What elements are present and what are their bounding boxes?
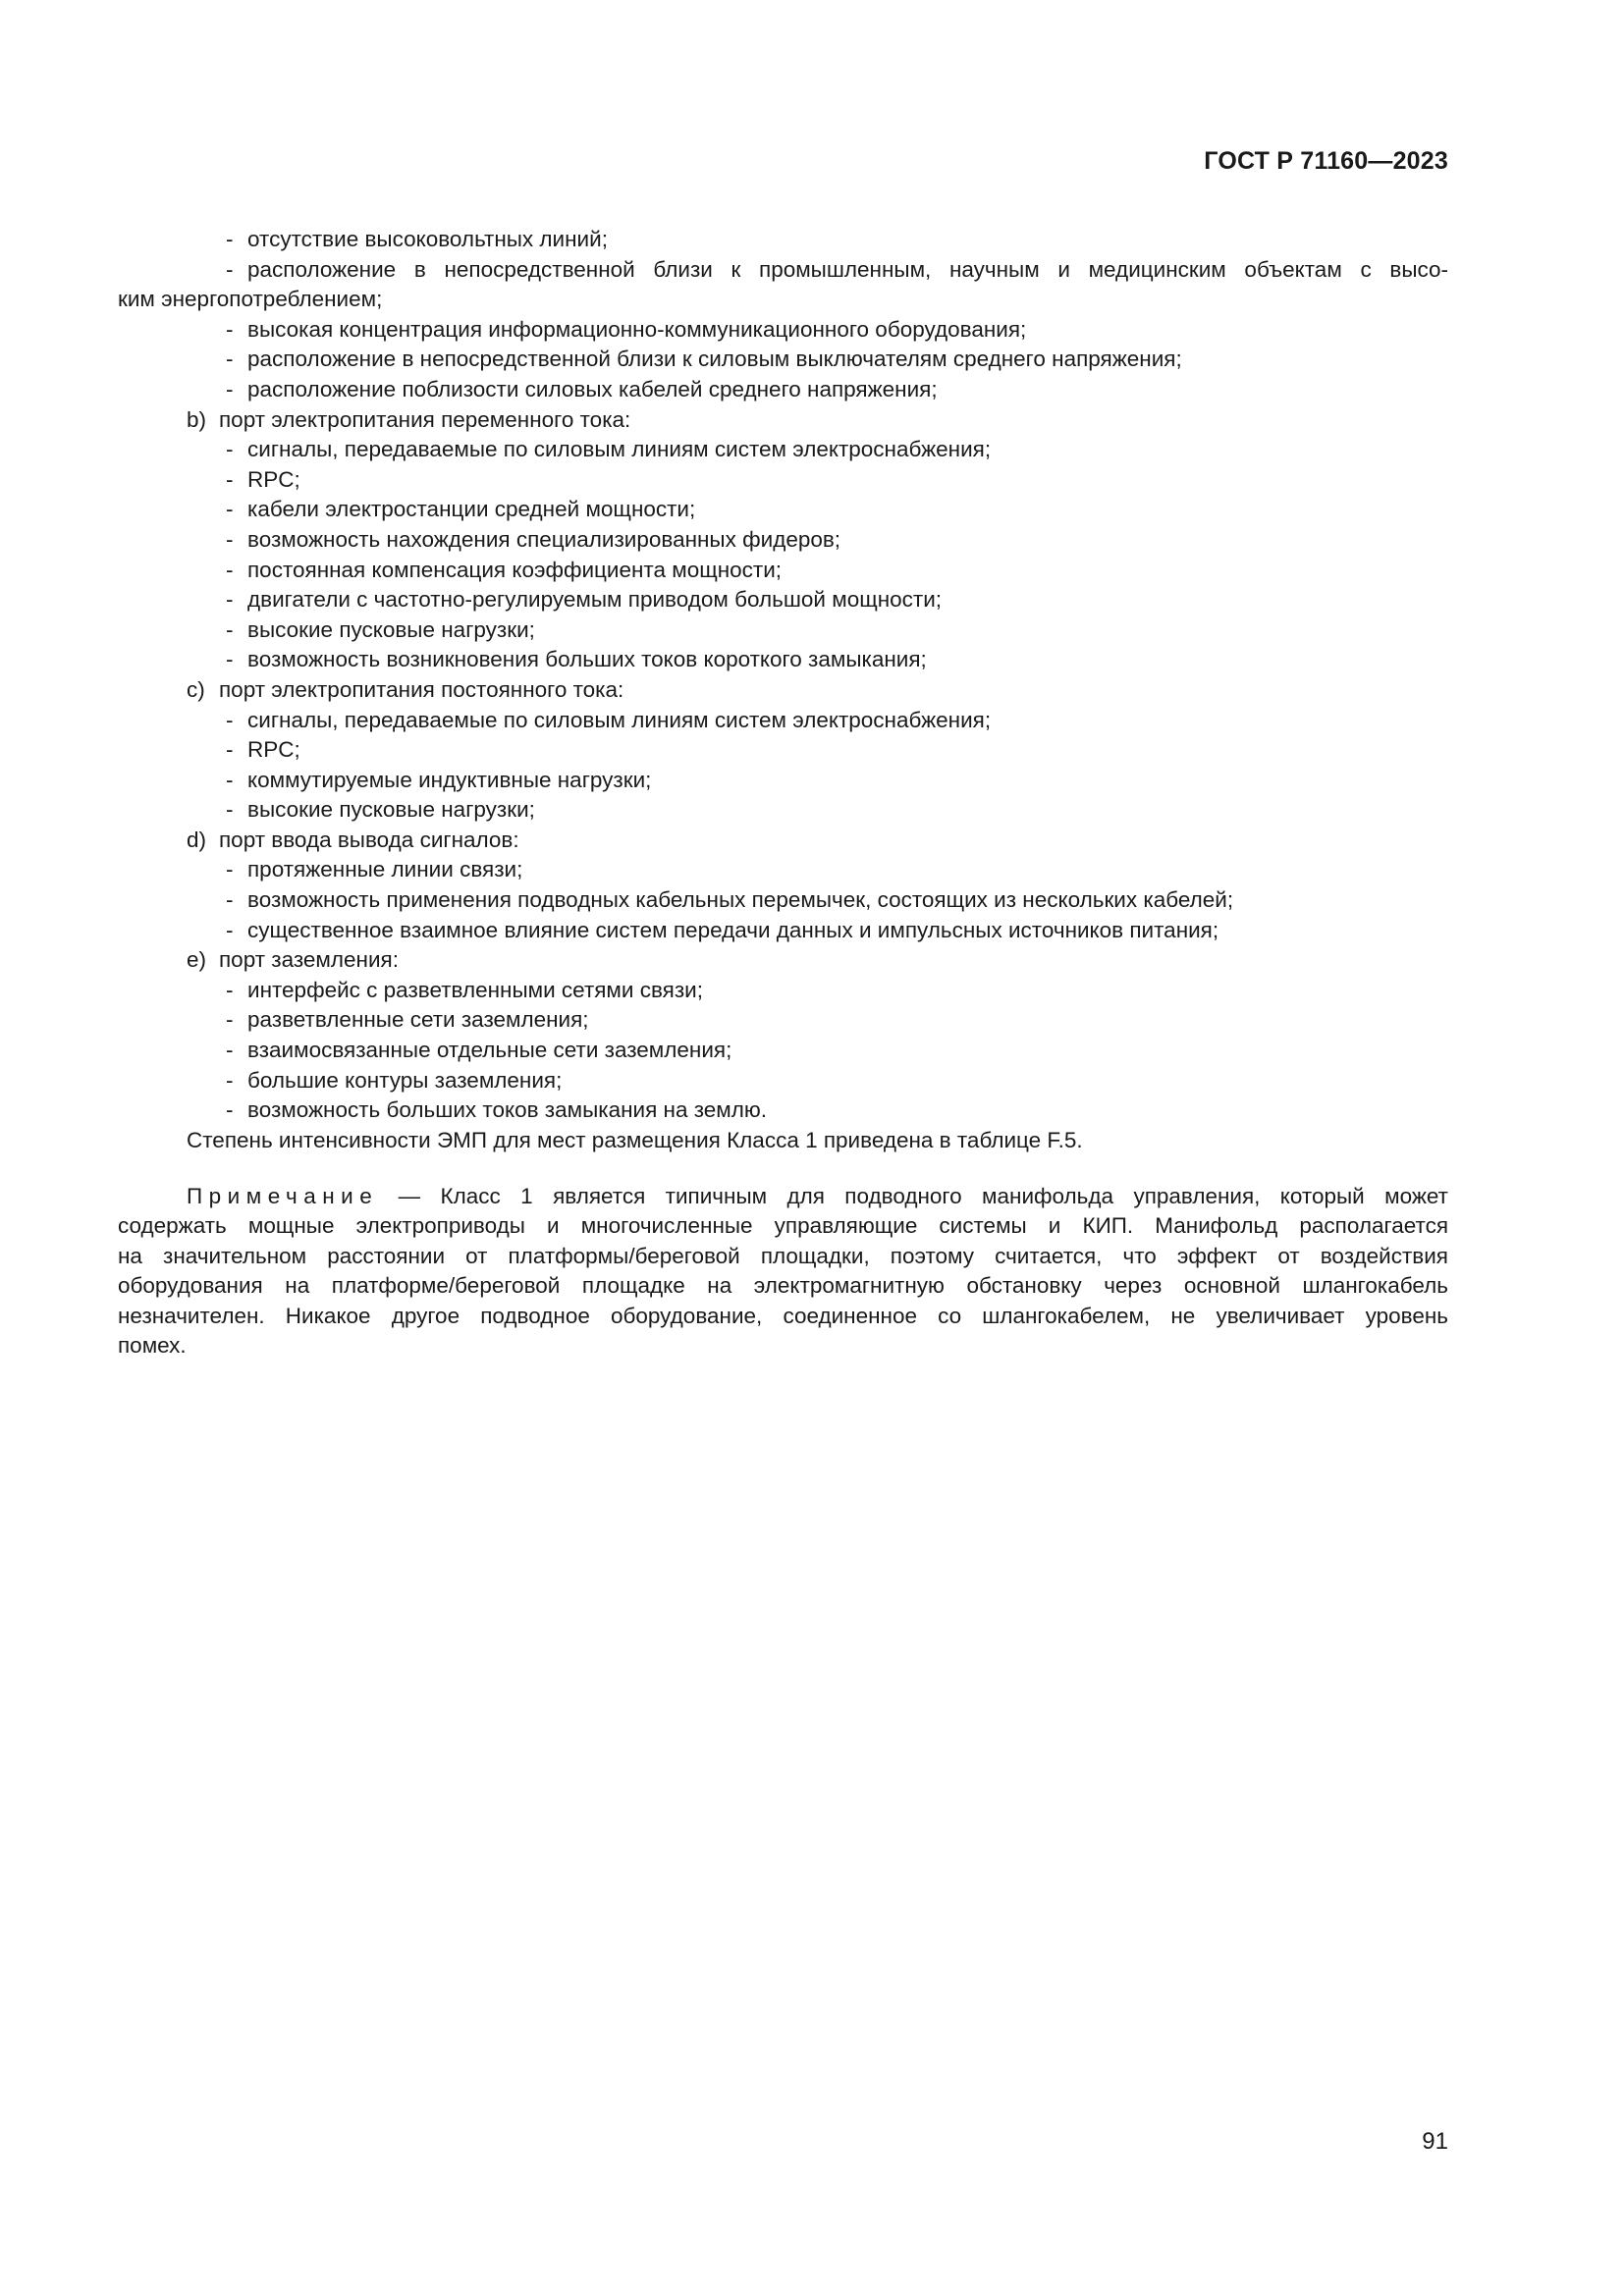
dash-marker: - xyxy=(226,347,234,372)
section-heading-e: e) порт заземления: xyxy=(187,947,399,973)
section-heading-c: c) порт электропитания постоянного тока: xyxy=(187,676,624,702)
list-item: - возможность больших токов замыкания на землю. xyxy=(118,1095,1448,1126)
dash-marker: - xyxy=(226,1067,234,1093)
standard-designation: ГОСТ Р 71160—2023 xyxy=(1204,147,1448,175)
document-body xyxy=(118,225,1448,1155)
dash-marker: - xyxy=(226,797,234,823)
dash-marker: - xyxy=(226,917,234,942)
dash-marker: - xyxy=(226,647,234,672)
dash-marker: - xyxy=(226,316,234,342)
list-item: - двигатели с частотно-регулируемым приводом большой мощности; xyxy=(118,585,1448,615)
note-line: на значительном расстоянии от платформы/береговой площадки, поэтому считается, что эффект от воздействия xyxy=(118,1243,1448,1268)
list-item: - высокие пусковые нагрузки; xyxy=(118,615,1448,646)
dash-marker: - xyxy=(226,557,234,582)
dash-marker: - xyxy=(226,887,234,913)
list-item: - взаимосвязанные отдельные сети заземления; xyxy=(118,1036,1448,1066)
dash-marker: - xyxy=(226,587,234,613)
dash-marker: - xyxy=(226,376,234,401)
page-number: 91 xyxy=(1422,2128,1448,2155)
list-item: - возможность нахождения специализированных фидеров; xyxy=(118,525,1448,556)
list-item: - сигналы, передаваемые по силовым линиям систем электроснабжения; xyxy=(118,706,1448,736)
list-item: - большие контуры заземления; xyxy=(118,1066,1448,1096)
note-label: Примечание xyxy=(187,1184,379,1208)
dash-marker: - xyxy=(226,857,234,882)
list-item: - расположение в непосредственной близи к силовым выключателям среднего напряжения; xyxy=(118,345,1448,375)
document-header xyxy=(1204,147,1448,176)
list-item: - разветвленные сети заземления; xyxy=(118,1005,1448,1036)
dash-marker: - xyxy=(226,466,234,492)
note-line: Примечание — Класс 1 является типичным для подводного манифольда управления, который может xyxy=(187,1184,1448,1208)
list-item: - расположение в непосредственной близи к промышленным, научным и медицинским объектам с высо- xyxy=(118,255,1448,286)
list-item: - кабели электростанции средней мощности; xyxy=(118,495,1448,525)
dash-marker: - xyxy=(226,737,234,763)
list-item: - RPC; xyxy=(118,465,1448,496)
list-item: - высокая концентрация информационно-коммуникационного оборудования; xyxy=(118,315,1448,346)
note-line: помех. xyxy=(118,1333,187,1359)
note-line: содержать мощные электроприводы и многочисленные управляющие системы и КИП. Манифольд располагается xyxy=(118,1213,1448,1239)
list-item: - расположение поблизости силовых кабелей среднего напряжения; xyxy=(118,375,1448,405)
dash-marker: - xyxy=(226,437,234,462)
list-item: - RPC; xyxy=(118,735,1448,766)
dash-marker: - xyxy=(226,256,234,282)
list-item: - существенное взаимное влияние систем передачи данных и импульсных источников питания; xyxy=(118,916,1448,946)
note-block xyxy=(118,1182,1448,1361)
closing-paragraph: Степень интенсивности ЭМП для мест размещения Класса 1 приведена в таблице F.5. xyxy=(187,1127,1083,1152)
dash-marker: - xyxy=(226,227,234,251)
list-item: - отсутствие высоковольтных линий; xyxy=(118,225,1448,255)
note-line: оборудования на платформе/береговой площадке на электромагнитную обстановку через основной шлангокабель xyxy=(118,1273,1448,1299)
note-line: незначителен. Никакое другое подводное оборудование, соединенное со шлангокабелем, не увеличивает уровень xyxy=(118,1303,1448,1328)
dash-marker: - xyxy=(226,497,234,522)
list-item-continuation: ким энергопотреблением; xyxy=(118,287,383,312)
section-heading-b: b) порт электропитания переменного тока: xyxy=(187,406,631,432)
dash-marker: - xyxy=(226,707,234,732)
dash-marker: - xyxy=(226,1097,234,1123)
dash-marker: - xyxy=(226,616,234,642)
list-item: - интерфейс с разветвленными сетями связи; xyxy=(118,976,1448,1006)
section-heading-d: d) порт ввода вывода сигналов: xyxy=(187,827,519,852)
dash-marker: - xyxy=(226,1038,234,1063)
dash-marker: - xyxy=(226,526,234,552)
list-item: - высокие пусковые нагрузки; xyxy=(118,795,1448,826)
dash-marker: - xyxy=(226,1007,234,1033)
dash-marker: - xyxy=(226,977,234,1002)
list-item: - возможность возникновения больших токов короткого замыкания; xyxy=(118,645,1448,675)
list-item: - сигналы, передаваемые по силовым линиям систем электроснабжения; xyxy=(118,435,1448,465)
dash-marker: - xyxy=(226,767,234,792)
list-item: - коммутируемые индуктивные нагрузки; xyxy=(118,766,1448,796)
list-item: - возможность применения подводных кабельных перемычек, состоящих из нескольких кабелей; xyxy=(118,885,1448,916)
list-item: - протяженные линии связи; xyxy=(118,855,1448,885)
list-item: - постоянная компенсация коэффициента мощности; xyxy=(118,556,1448,586)
